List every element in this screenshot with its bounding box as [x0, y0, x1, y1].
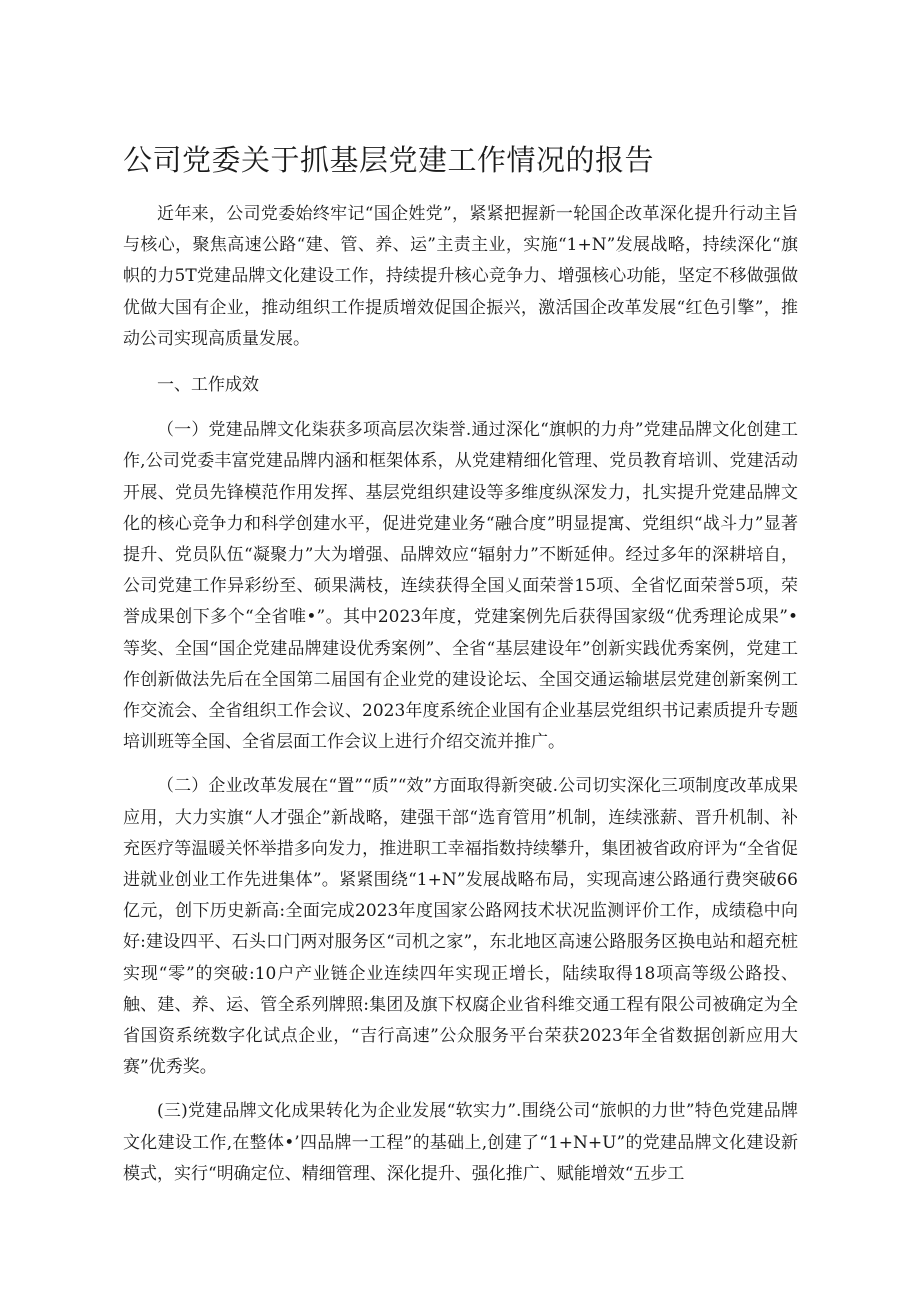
subsection-1-paragraph: （一）党建品牌文化柒获多项高层次柒誉.通过深化“旗帜的力舟”党建品牌文化创建工作,公司党委丰富党建品牌内涵和框架体系，从党建精细化管理、党员教育培训、党建活动开展、党员先锋模范作用发挥、基层党组织建设等多维度纵深发力，扎实提升党建品牌文化的核心竞争力和科学创建水平，促进党建业务“融合度”明显提寓、党组织“战斗力”显著提升、党员队伍“凝聚力”大为增强、品牌效应“辐射力”不断延伸。经过多年的深耕培自，公司党建工作异彩纷至、硕果满枝，连续获得全国乂面荣誉15项、全省忆面荣誉5项，荣誉成果创下多个“全省唯•”。其中2023年度，党建案例先后获得国家级“优秀理论成果”•等奖、全国“国企党建品牌建设优秀案例”、全省“基层建设年”创新实践优秀案例，党建工作创新做法先后在全国第二届国有企业党的建设论坛、全国交通运输堪层党建创新案例工作交流会、全省组织工作会议、2023年度系统企业国有企业基层党组织书记素质提升专题培训班等全国、全省层面工作会议上进行介绍交流并推广。 [123, 420, 798, 753]
document-page [123, 140, 798, 1190]
document-title: 公司党委关于抓基层党建工作情况的报告 [123, 143, 655, 177]
intro-paragraph: 近年来，公司党委始终牢记“国企姓党”，紧紧把握新一轮国企改革深化提升行动主旨与核心，聚焦高速公路“建、管、养、运”主责主业，实施“1+N”发展战略，持续深化“旗帜的力5T党建品牌文化建设工作，持续提升核心竞争力、增强核心功能，坚定不移做强做优做大国有企业，推动组织工作提质增效促国企振兴，激活国企改革发展“红色引擎”，推动公司实现高质量发展。 [123, 204, 798, 349]
subsection-2-paragraph: （二）企业改革发展在“置”“质”“效”方面取得新突破.公司切实深化三项制度改革成果应用，大力实旗“人才强企”新战略，建强干部“选育管用”机制，连续涨薪、晋升机制、补充医疗等温暖关怀举措多向发力，推进职工幸福指数持续攀升，集团被省政府评为“全省促进就业创业工作先进集体”。紧紧围绕“1+N”发展战略布局，实现高速公路通行费突破66亿元，创下历史新高:全面完成2023年度国家公路网技术状况监测评价工作，成绩稳中向好:建设四平、石头口门两对服务区“司机之家”，东北地区高速公路服务区换电站和超充桩实现“零”的突破:10户产业链企业连续四年实现正增长，陆续取得18项高等级公路投、触、建、养、运、管全系列牌照:集团及旗下权腐企业省科维交通工程有限公司被确定为全省国资系统数字化试点企业，“吉行高速”公众服务平台荣获2023年全省数据创新应用大赛”优秀奖。 [123, 776, 798, 1078]
subsection-3-paragraph: (三)党建品牌文化成果转化为企业发展“软实力”.围绕公司“旅帜的力世”特色党建品牌文化建设工作,在整体•’四品牌一工程”的基础上,创建了“1+N+U”的党建品牌文化建设新模式，实行“明确定位、精细管理、深化提升、强化推广、赋能增效“五步工 [123, 1101, 798, 1184]
section-heading-work-results: 一、工作成效 [157, 375, 259, 396]
